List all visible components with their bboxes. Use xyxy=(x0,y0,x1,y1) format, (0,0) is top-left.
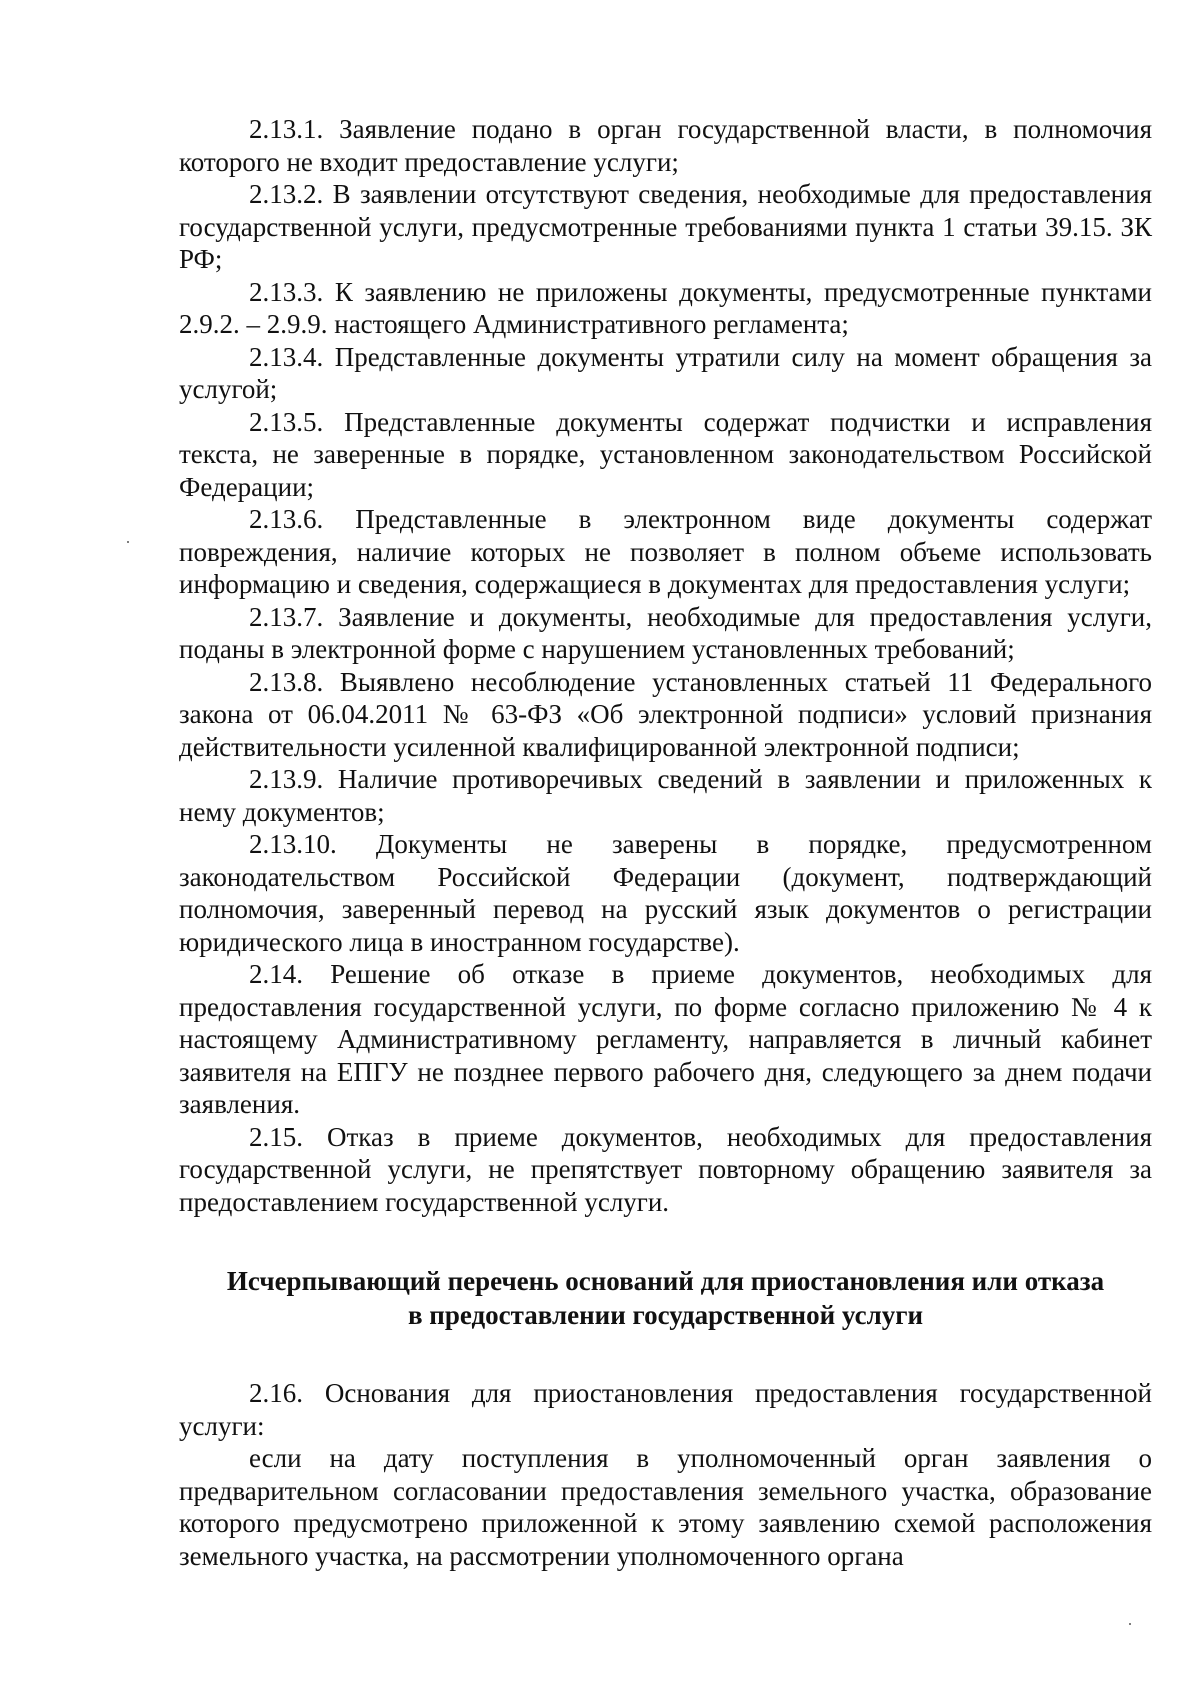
paragraph-2-13-7: 2.13.7. Заявление и документы, необходимые для предоставления услуги, поданы в электронной форме с нарушением установленных требований; xyxy=(179,601,1152,664)
paragraph-2-15: 2.15. Отказ в приеме документов, необходимых для предоставления государственной услуги, не препятствует повторному обращению заявителя за предоставлением государственной услуги. xyxy=(179,1121,1152,1217)
document-body xyxy=(179,113,1152,1572)
scan-speck xyxy=(1129,1623,1131,1625)
paragraph-suspension-condition: если на дату поступления в уполномоченный орган заявления о предварительном согласовании предоставления земельного участка, образование которого предусмотрено приложенной к этому заявлению схемой расположения земельного участка, на рассмотрении уполномоченного органа xyxy=(179,1443,1152,1571)
section-heading xyxy=(179,1264,1152,1332)
paragraph-2-13-9: 2.13.9. Наличие противоречивых сведений в заявлении и приложенных к нему документов; xyxy=(179,764,1152,827)
section-heading-line-2: в предоставлении государственной услуги xyxy=(407,1300,924,1330)
section-heading-line-1: Исчерпывающий перечень оснований для приостановления или отказа xyxy=(226,1266,1105,1296)
scan-speck xyxy=(127,541,129,543)
paragraph-2-13-8: 2.13.8. Выявлено несоблюдение установленных статьей 11 Федерального закона от 06.04.2011 № 63-ФЗ «Об электронной подписи» условий признания действительности усиленной квалифицированной электронной подписи; xyxy=(179,666,1152,762)
paragraph-2-13-4: 2.13.4. Представленные документы утратили силу на момент обращения за услугой; xyxy=(179,341,1152,404)
paragraph-2-13-6: 2.13.6. Представленные в электронном виде документы содержат повреждения, наличие которых не позволяет в полном объеме использовать информацию и сведения, содержащиеся в документах для предоставления услуги; xyxy=(179,504,1152,599)
paragraph-2-13-3: 2.13.3. К заявлению не приложены документы, предусмотренные пунктами 2.9.2. – 2.9.9. настоящего Административного регламента; xyxy=(179,276,1152,339)
paragraph-2-13-1: 2.13.1. Заявление подано в орган государственной власти, в полномочия которого не входит предоставление услуги; xyxy=(179,114,1152,177)
paragraph-2-13-10: 2.13.10. Документы не заверены в порядке, предусмотренном законодательством Российской Федерации (документ, подтверждающий полномочия, заверенный перевод на русский язык документов о регистрации юридического лица в иностранном государстве). xyxy=(179,829,1152,957)
paragraph-2-13-5: 2.13.5. Представленные документы содержат подчистки и исправления текста, не заверенные в порядке, установленном законодательством Российской Федерации; xyxy=(179,406,1152,502)
paragraph-2-13-2: 2.13.2. В заявлении отсутствуют сведения, необходимые для предоставления государственной услуги, предусмотренные требованиями пункта 1 статьи 39.15. ЗК РФ; xyxy=(179,179,1152,274)
paragraph-2-16: 2.16. Основания для приостановления предоставления государственной услуги: xyxy=(179,1378,1152,1441)
paragraph-2-14: 2.14. Решение об отказе в приеме документов, необходимых для предоставления государственной услуги, по форме согласно приложению № 4 к настоящему Административному регламенту, направляется в личный кабинет заявителя на ЕПГУ не позднее первого рабочего дня, следующего за днем подачи заявления. xyxy=(179,959,1152,1119)
